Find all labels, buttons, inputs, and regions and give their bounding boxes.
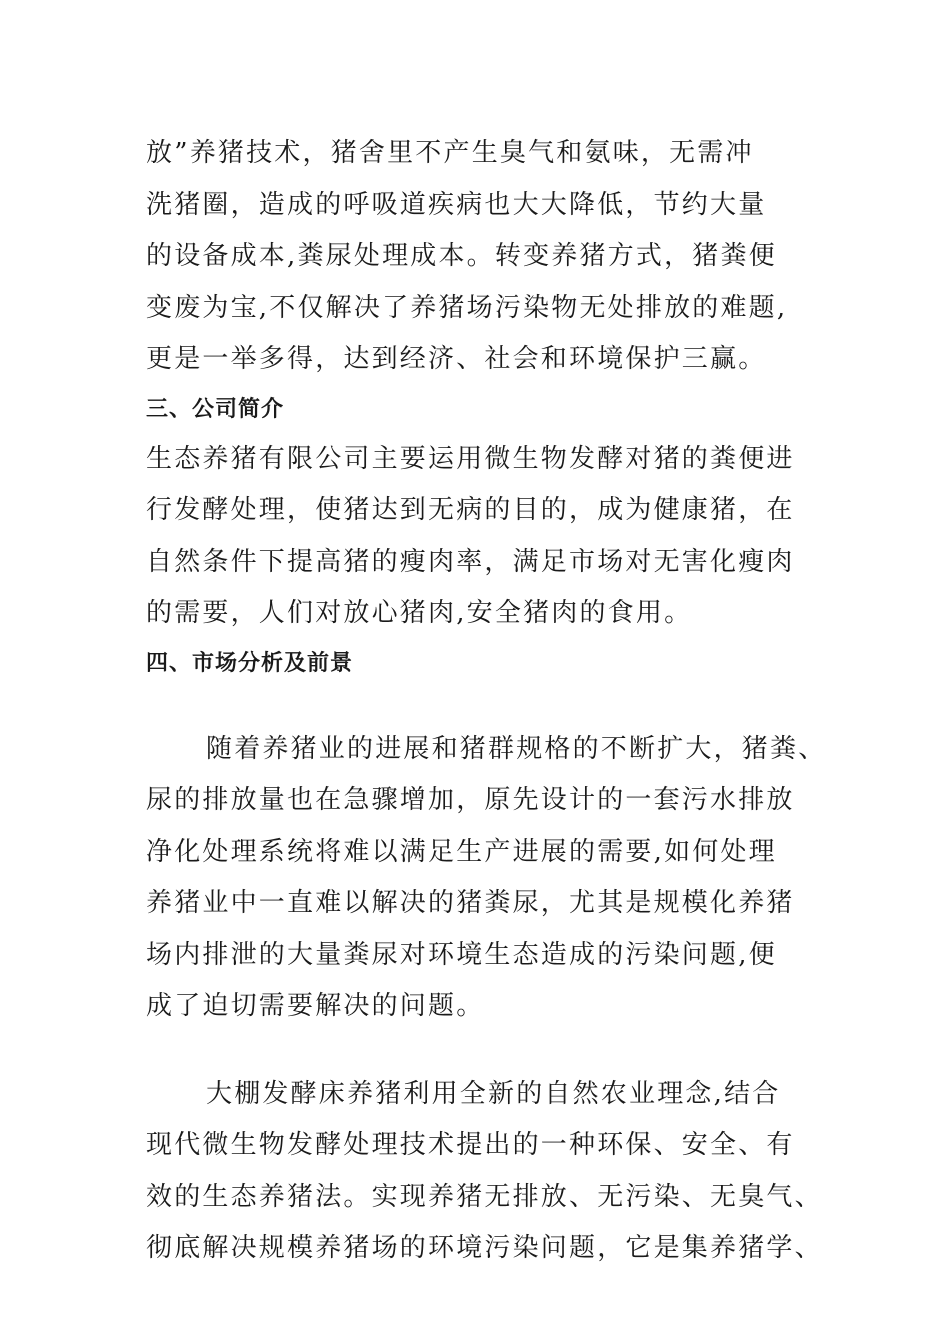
company-intro-paragraph [146, 434, 826, 640]
market-paragraph-2 [146, 1069, 826, 1275]
text-line: 的需要，人们对放心猪肉,安全猪肉的食用。 [146, 598, 693, 628]
section-heading-company-intro: 三、公司简介 [146, 396, 285, 422]
text-line: 成了迫切需要解决的问题。 [146, 991, 485, 1021]
document-page [146, 128, 826, 1275]
text-line: 大棚发酵床养猪利用全新的自然农业理念,结合 [206, 1078, 781, 1109]
text-line: 养猪业中一直难以解决的猪粪尿，尤其是规模化养猪 [146, 888, 795, 918]
text-line: 的设备成本,粪尿处理成本。转变养猪方式，猪粪便 [146, 241, 777, 271]
intro-paragraph [146, 128, 826, 386]
text-line: 随着养猪业的进展和猪群规格的不断扩大，猪粪、 [206, 733, 827, 764]
text-line: 尿的排放量也在急骤增加，原先设计的一套污水排放 [146, 785, 795, 815]
spacer [146, 1033, 826, 1069]
text-line: 生态养猪有限公司主要运用微生物发酵对猪的粪便进 [146, 443, 795, 474]
market-paragraph-1 [146, 724, 826, 1033]
text-line: 更是一举多得，达到经济、社会和环境保护三赢。 [146, 344, 767, 374]
text-line: 净化处理系统将难以满足生产进展的需要,如何处理 [146, 836, 777, 867]
text-line: 放”养猪技术，猪舍里不产生臭气和氨味，无需冲 [146, 138, 754, 168]
section-heading-market-analysis: 四、市场分析及前景 [146, 650, 354, 676]
text-line: 效的生态养猪法。实现养猪无排放、无污染、无臭气、 [146, 1181, 823, 1212]
text-line: 洗猪圈，造成的呼吸道疾病也大大降低，节约大量 [146, 189, 767, 220]
spacer [146, 688, 826, 724]
text-line: 自然条件下提高猪的瘦肉率，满足市场对无害化瘦肉 [146, 546, 795, 577]
text-line: 现代微生物发酵处理技术提出的一种环保、安全、有 [146, 1130, 795, 1160]
text-line: 变废为宝,不仅解决了养猪场污染物无处排放的难题, [146, 292, 788, 323]
text-line: 行发酵处理，使猪达到无病的目的，成为健康猪，在 [146, 495, 795, 525]
text-line: 场内排泄的大量粪尿对环境生态造成的污染问题,便 [146, 939, 777, 970]
text-line: 彻底解决规模养猪场的环境污染问题，它是集养猪学、 [146, 1233, 823, 1263]
